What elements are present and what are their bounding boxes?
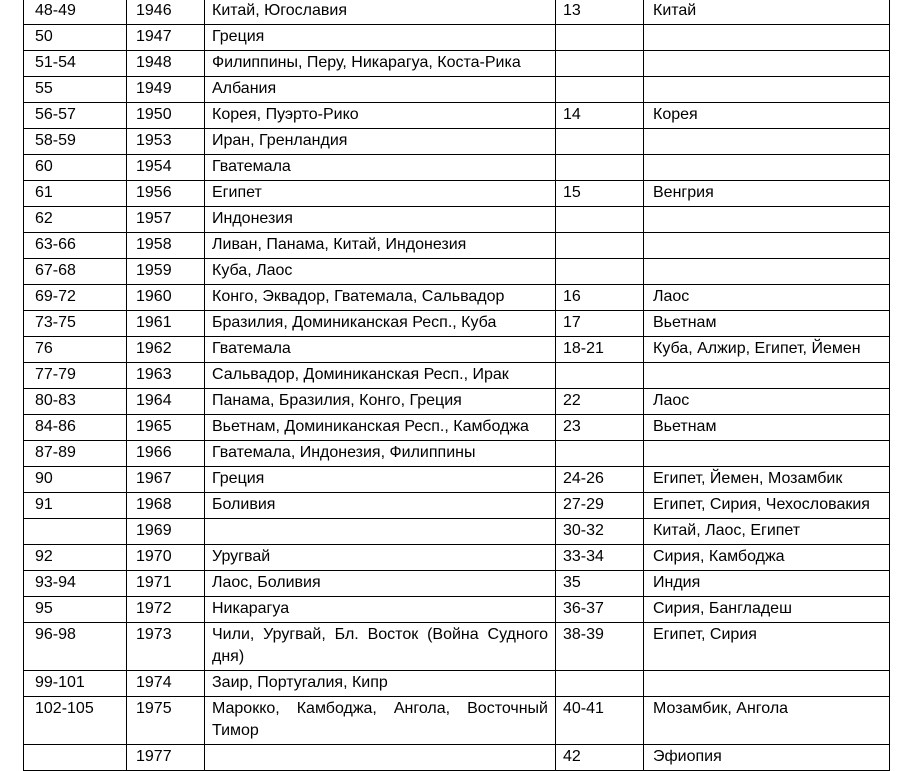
countries-cell: Китай, Югославия [205, 0, 556, 25]
table-row [24, 233, 890, 259]
countries-cell: Гватемала [205, 155, 556, 181]
number-cell-2: 40-41 [556, 697, 644, 745]
countries-cell-2 [644, 671, 890, 697]
countries-cell: Египет [205, 181, 556, 207]
countries-cell-2: Лаос [644, 285, 890, 311]
number-cell-2: 24-26 [556, 467, 644, 493]
number-cell: 58-59 [24, 129, 127, 155]
countries-cell: Гватемала, Индонезия, Филиппины [205, 441, 556, 467]
countries-cell-2: Эфиопия [644, 745, 890, 771]
countries-cell-2: Египет, Йемен, Мозамбик [644, 467, 890, 493]
number-cell: 69-72 [24, 285, 127, 311]
countries-cell-2 [644, 77, 890, 103]
table-row [24, 745, 890, 771]
number-cell: 84-86 [24, 415, 127, 441]
countries-cell: Гватемала [205, 337, 556, 363]
number-cell: 73-75 [24, 311, 127, 337]
number-cell: 87-89 [24, 441, 127, 467]
countries-cell: Уругвай [205, 545, 556, 571]
number-cell-2: 17 [556, 311, 644, 337]
number-cell: 95 [24, 597, 127, 623]
number-cell: 90 [24, 467, 127, 493]
table-row [24, 25, 890, 51]
countries-cell: Индонезия [205, 207, 556, 233]
number-cell: 63-66 [24, 233, 127, 259]
countries-cell-2: Куба, Алжир, Египет, Йемен [644, 337, 890, 363]
number-cell: 77-79 [24, 363, 127, 389]
year-cell: 1970 [127, 545, 205, 571]
table-row [24, 597, 890, 623]
table-row [24, 311, 890, 337]
number-cell: 99-101 [24, 671, 127, 697]
countries-cell-2: Египет, Сирия, Чехословакия [644, 493, 890, 519]
table-row [24, 51, 890, 77]
year-cell: 1953 [127, 129, 205, 155]
table-row [24, 181, 890, 207]
table-row [24, 155, 890, 181]
countries-cell: Лаос, Боливия [205, 571, 556, 597]
interventions-table [23, 0, 890, 771]
countries-cell [205, 519, 556, 545]
year-cell: 1963 [127, 363, 205, 389]
countries-cell-2 [644, 441, 890, 467]
number-cell [24, 519, 127, 545]
number-cell-2 [556, 155, 644, 181]
countries-cell-2: Корея [644, 103, 890, 129]
countries-cell: Марокко, Камбоджа, Ангола, Восточный Тимор [205, 697, 556, 745]
countries-cell-2 [644, 233, 890, 259]
countries-cell [205, 745, 556, 771]
countries-cell: Вьетнам, Доминиканская Респ., Камбоджа [205, 415, 556, 441]
table-row [24, 259, 890, 285]
countries-cell: Ливан, Панама, Китай, Индонезия [205, 233, 556, 259]
countries-cell-2 [644, 25, 890, 51]
number-cell-2: 42 [556, 745, 644, 771]
year-cell: 1968 [127, 493, 205, 519]
table-row [24, 623, 890, 671]
number-cell: 102-105 [24, 697, 127, 745]
number-cell-2: 27-29 [556, 493, 644, 519]
number-cell: 55 [24, 77, 127, 103]
countries-cell-2: Мозамбик, Ангола [644, 697, 890, 745]
number-cell-2 [556, 233, 644, 259]
countries-cell: Никарагуа [205, 597, 556, 623]
table-row [24, 415, 890, 441]
number-cell-2: 23 [556, 415, 644, 441]
table-row [24, 519, 890, 545]
countries-cell-2: Венгрия [644, 181, 890, 207]
number-cell-2: 16 [556, 285, 644, 311]
countries-cell-2: Вьетнам [644, 311, 890, 337]
year-cell: 1960 [127, 285, 205, 311]
number-cell-2 [556, 259, 644, 285]
countries-cell-2 [644, 363, 890, 389]
year-cell: 1969 [127, 519, 205, 545]
number-cell: 56-57 [24, 103, 127, 129]
year-cell: 1973 [127, 623, 205, 671]
countries-cell-2: Китай [644, 0, 890, 25]
table-row [24, 697, 890, 745]
number-cell-2: 33-34 [556, 545, 644, 571]
countries-cell-2: Вьетнам [644, 415, 890, 441]
year-cell: 1964 [127, 389, 205, 415]
number-cell: 51-54 [24, 51, 127, 77]
year-cell: 1967 [127, 467, 205, 493]
countries-cell: Филиппины, Перу, Никарагуа, Коста-Рика [205, 51, 556, 77]
countries-cell: Чили, Уругвай, Бл. Восток (Война Судного дня) [205, 623, 556, 671]
number-cell-2: 14 [556, 103, 644, 129]
countries-cell-2 [644, 155, 890, 181]
table-row [24, 0, 890, 25]
year-cell: 1954 [127, 155, 205, 181]
countries-cell: Греция [205, 25, 556, 51]
countries-cell-2: Лаос [644, 389, 890, 415]
number-cell: 48-49 [24, 0, 127, 25]
table-body [24, 0, 890, 771]
year-cell: 1946 [127, 0, 205, 25]
countries-cell: Боливия [205, 493, 556, 519]
number-cell: 92 [24, 545, 127, 571]
table-row [24, 493, 890, 519]
number-cell-2 [556, 671, 644, 697]
table-row [24, 363, 890, 389]
table-row [24, 467, 890, 493]
countries-cell-2: Индия [644, 571, 890, 597]
number-cell-2: 30-32 [556, 519, 644, 545]
table-row [24, 129, 890, 155]
year-cell: 1975 [127, 697, 205, 745]
year-cell: 1956 [127, 181, 205, 207]
number-cell [24, 745, 127, 771]
number-cell: 91 [24, 493, 127, 519]
countries-cell: Албания [205, 77, 556, 103]
table-row [24, 571, 890, 597]
year-cell: 1948 [127, 51, 205, 77]
number-cell-2 [556, 363, 644, 389]
number-cell: 62 [24, 207, 127, 233]
year-cell: 1966 [127, 441, 205, 467]
number-cell-2: 18-21 [556, 337, 644, 363]
number-cell: 93-94 [24, 571, 127, 597]
year-cell: 1974 [127, 671, 205, 697]
number-cell-2 [556, 25, 644, 51]
table-row [24, 77, 890, 103]
year-cell: 1958 [127, 233, 205, 259]
number-cell: 61 [24, 181, 127, 207]
table-row [24, 285, 890, 311]
number-cell: 50 [24, 25, 127, 51]
year-cell: 1950 [127, 103, 205, 129]
number-cell-2 [556, 77, 644, 103]
countries-cell: Бразилия, Доминиканская Респ., Куба [205, 311, 556, 337]
year-cell: 1957 [127, 207, 205, 233]
number-cell-2: 38-39 [556, 623, 644, 671]
number-cell-2 [556, 207, 644, 233]
year-cell: 1965 [127, 415, 205, 441]
countries-cell: Иран, Гренландия [205, 129, 556, 155]
year-cell: 1961 [127, 311, 205, 337]
number-cell-2: 36-37 [556, 597, 644, 623]
countries-cell-2: Сирия, Бангладеш [644, 597, 890, 623]
countries-cell: Корея, Пуэрто-Рико [205, 103, 556, 129]
number-cell-2 [556, 129, 644, 155]
countries-cell: Конго, Эквадор, Гватемала, Сальвадор [205, 285, 556, 311]
number-cell: 96-98 [24, 623, 127, 671]
table-row [24, 545, 890, 571]
countries-cell-2: Китай, Лаос, Египет [644, 519, 890, 545]
table-row [24, 441, 890, 467]
countries-cell-2: Сирия, Камбоджа [644, 545, 890, 571]
countries-cell: Куба, Лаос [205, 259, 556, 285]
countries-cell: Панама, Бразилия, Конго, Греция [205, 389, 556, 415]
year-cell: 1972 [127, 597, 205, 623]
number-cell: 67-68 [24, 259, 127, 285]
countries-cell-2 [644, 259, 890, 285]
year-cell: 1977 [127, 745, 205, 771]
number-cell-2: 15 [556, 181, 644, 207]
year-cell: 1971 [127, 571, 205, 597]
countries-cell: Заир, Португалия, Кипр [205, 671, 556, 697]
year-cell: 1959 [127, 259, 205, 285]
countries-cell-2 [644, 207, 890, 233]
table-row [24, 207, 890, 233]
countries-cell-2 [644, 129, 890, 155]
number-cell: 80-83 [24, 389, 127, 415]
countries-cell-2: Египет, Сирия [644, 623, 890, 671]
countries-cell: Сальвадор, Доминиканская Респ., Ирак [205, 363, 556, 389]
table-row [24, 337, 890, 363]
year-cell: 1962 [127, 337, 205, 363]
year-cell: 1947 [127, 25, 205, 51]
table-row [24, 389, 890, 415]
document-page [23, 0, 890, 771]
table-row [24, 103, 890, 129]
number-cell: 60 [24, 155, 127, 181]
number-cell-2: 13 [556, 0, 644, 25]
year-cell: 1949 [127, 77, 205, 103]
number-cell-2: 22 [556, 389, 644, 415]
countries-cell: Греция [205, 467, 556, 493]
table-row [24, 671, 890, 697]
number-cell-2 [556, 441, 644, 467]
number-cell-2 [556, 51, 644, 77]
number-cell: 76 [24, 337, 127, 363]
number-cell-2: 35 [556, 571, 644, 597]
countries-cell-2 [644, 51, 890, 77]
